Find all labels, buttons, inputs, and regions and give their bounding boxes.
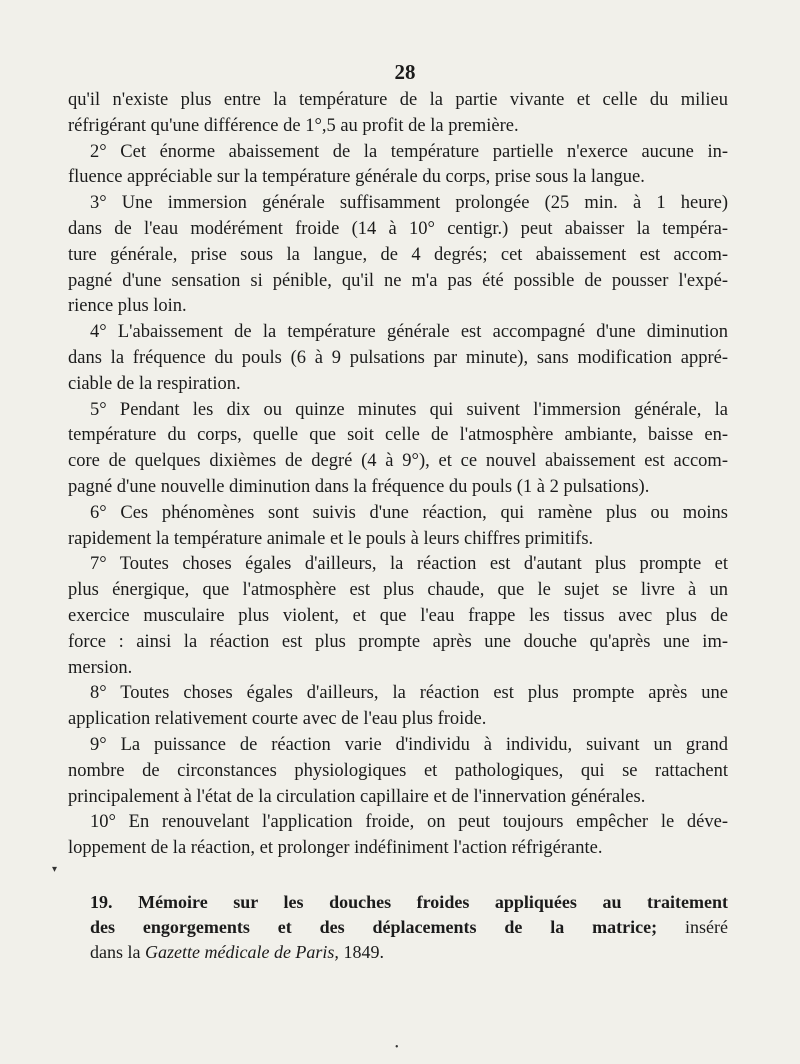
paragraph [68, 552, 728, 681]
text-line: 3° Une immersion générale suffisamment prolongée (25 min. à 1 heure) [90, 193, 728, 214]
text-line: dans la fréquence du pouls (6 à 9 pulsations par minute), sans modification appré- [68, 347, 728, 368]
bibliography-entry [68, 890, 728, 965]
text-line: 10° En renouvelant l'application froide, on peut toujours empêcher le déve- [90, 812, 728, 833]
paragraph [68, 191, 728, 320]
text-line: mersion. [68, 657, 133, 678]
text-line: pagné d'une sensation si pénible, qu'il ne m'a pas été possible de pousser l'expé- [68, 270, 728, 291]
text-line: core de quelques dixièmes de degré (4 à 9°), et ce nouvel abaissement est accom- [68, 451, 728, 472]
text-line: nombre de circonstances physiologiques et pathologiques, qui se rattachent [68, 760, 728, 781]
text-line: exercice musculaire plus violent, et que l'eau frappe les tissus avec plus de [68, 605, 728, 626]
entry-line [68, 915, 728, 940]
journal-name: Gazette médicale de Paris, [144, 942, 339, 962]
text-line: 7° Toutes choses égales d'ailleurs, la réaction est d'autant plus prompte et [90, 554, 728, 575]
page-number: 28 [394, 60, 416, 84]
text-line: fluence appréciable sur la température générale du corps, prise sous la langue. [68, 167, 645, 188]
page-dot-mark: • [395, 1042, 399, 1053]
entry-prefix: dans la [90, 942, 141, 962]
entry-title: des engorgements et des déplacements de la matrice; [90, 917, 658, 937]
entry-inserted: inséré [685, 917, 728, 937]
text-line: rience plus loin. [68, 296, 187, 317]
paragraph [68, 810, 728, 862]
text-line: application relativement courte avec de l'eau plus froide. [68, 709, 487, 730]
paragraph [68, 140, 728, 192]
text-line: ciable de la respiration. [68, 373, 241, 394]
entry-year: 1849. [343, 942, 384, 962]
paragraph [68, 320, 728, 397]
text-line: loppement de la réaction, et prolonger indéfiniment l'action réfrigérante. [68, 838, 603, 859]
paragraph [68, 398, 728, 501]
entry-number: 19. [90, 892, 113, 912]
entry-title: Mémoire sur les douches froides appliquées au traitement [138, 892, 729, 912]
text-line: 6° Ces phénomènes sont suivis d'une réaction, qui ramène plus ou moins [90, 502, 728, 523]
text-line: ture générale, prise sous la langue, de 4 degrés; cet abaissement est accom- [68, 244, 728, 265]
text-line: 5° Pendant les dix ou quinze minutes qui suivent l'immersion générale, la [90, 399, 728, 420]
text-line: plus énergique, que l'atmosphère est plus chaude, que le sujet se livre à un [68, 580, 728, 601]
text-line: 9° La puissance de réaction varie d'individu à individu, suivant un grand [90, 734, 728, 755]
paragraph [68, 681, 728, 733]
text-line: qu'il n'existe plus entre la température de la partie vivante et celle du milieu [68, 90, 728, 110]
paragraph [68, 733, 728, 810]
margin-mark: ▾ [52, 864, 58, 875]
text-line: 8° Toutes choses égales d'ailleurs, la réaction est plus prompte après une [90, 683, 728, 704]
entry-line [68, 940, 728, 965]
text-line: dans de l'eau modérément froide (14 à 10° centigr.) peut abaisser la tempéra- [68, 218, 728, 239]
paragraph [68, 88, 728, 140]
body-text [68, 88, 728, 862]
text-line: 4° L'abaissement de la température générale est accompagné d'une diminution [90, 322, 728, 343]
text-line: réfrigérant qu'une différence de 1°,5 au profit de la première. [68, 115, 519, 136]
text-line: force : ainsi la réaction est plus prompte après une douche qu'après une im- [68, 631, 728, 652]
text-line: 2° Cet énorme abaissement de la température partielle n'exerce aucune in- [90, 141, 728, 162]
text-line: rapidement la température animale et le pouls à leurs chiffres primitifs. [68, 528, 594, 549]
paragraph [68, 501, 728, 553]
entry-line [68, 890, 728, 915]
text-line: température du corps, quelle que soit celle de l'atmosphère ambiante, baisse en- [68, 425, 728, 446]
text-line: principalement à l'état de la circulation capillaire et de l'innervation générales. [68, 786, 646, 807]
text-line: pagné d'une nouvelle diminution dans la fréquence du pouls (1 à 2 pulsations). [68, 476, 650, 497]
